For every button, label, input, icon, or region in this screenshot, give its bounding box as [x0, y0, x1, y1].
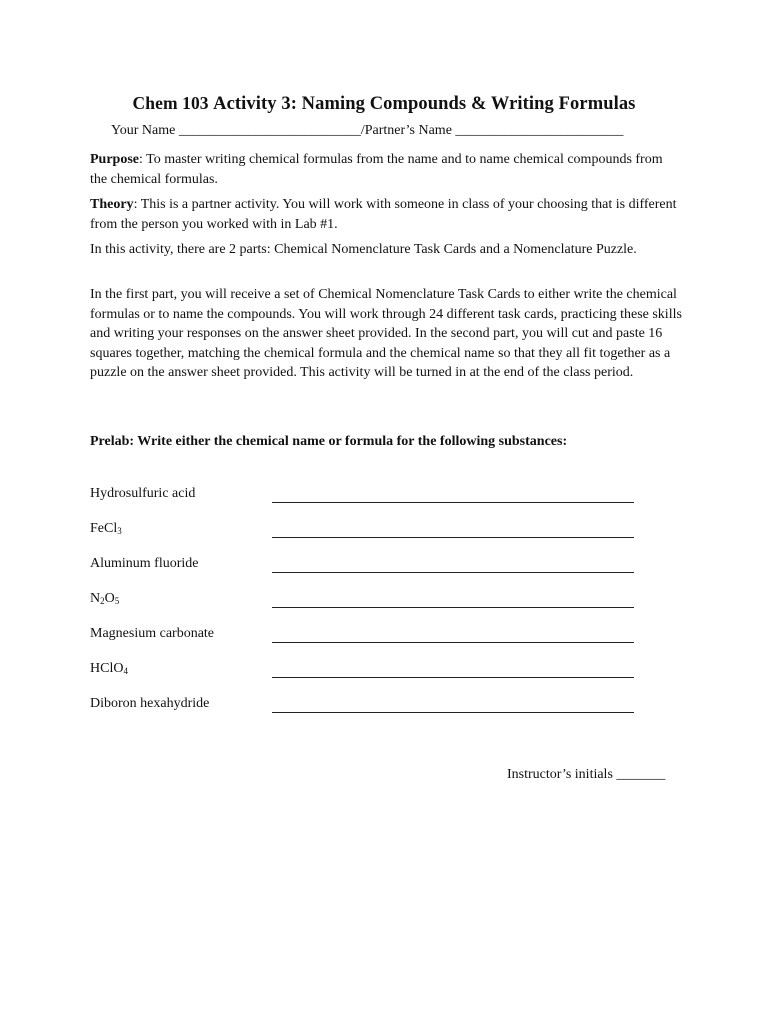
answer-line[interactable]	[272, 502, 634, 503]
prelab-item	[90, 626, 635, 648]
your-name-label: Your Name	[111, 123, 176, 138]
instructor-initials-label: Instructor’s initials	[507, 767, 613, 782]
partner-name-label: /Partner’s Name	[360, 123, 452, 138]
page-title	[0, 93, 768, 115]
prelab-item	[90, 696, 635, 718]
prelab-item-label: Magnesium carbonate	[90, 626, 215, 641]
prelab-item-label: Hydrosulfuric acid	[90, 486, 196, 501]
answer-line[interactable]	[272, 607, 634, 608]
purpose-label: Purpose	[90, 152, 139, 167]
course-code: Chem 103	[132, 93, 209, 113]
prelab-item-label: FeCl$_3$	[90, 521, 122, 536]
instructor-initials-blank[interactable]: _______	[616, 767, 666, 782]
prelab-item	[90, 486, 635, 508]
parts-intro-paragraph: In this activity, there are 2 parts: Chemical Nomenclature Task Cards and a Nomenclature Puzzle.	[90, 242, 637, 257]
prelab-item	[90, 661, 635, 683]
prelab-item-label: Aluminum fluoride	[90, 556, 199, 571]
answer-line[interactable]	[272, 537, 634, 538]
activity-title: Activity 3: Naming Compounds & Writing Formulas	[213, 94, 636, 114]
prelab-heading: Prelab: Write either the chemical name or formula for the following substances:	[90, 434, 568, 449]
answer-line[interactable]	[272, 642, 634, 643]
purpose-text: : To master writing chemical formulas from the name and to name chemical compounds from the chemical formulas.	[90, 152, 663, 187]
theory-paragraph	[90, 195, 682, 234]
prelab-item-label: $N_2O_5$	[90, 591, 120, 606]
prelab-item-label: Diboron hexahydride	[90, 696, 210, 711]
answer-line[interactable]	[272, 677, 634, 678]
theory-text: : This is a partner activity. You will work with someone in class of your choosing that is different from the person you worked with in Lab #1.	[90, 197, 677, 232]
instructor-initials	[507, 767, 665, 783]
names-line	[111, 123, 623, 139]
prelab-item	[90, 591, 635, 613]
theory-label: Theory	[90, 197, 134, 212]
answer-line[interactable]	[272, 572, 634, 573]
first-part-paragraph: In the first part, you will receive a set of Chemical Nomenclature Task Cards to either write the chemical formulas or to name the compounds. You will work through 24 different task cards, practicing these skills and writing your responses on the answer sheet provided. In the second part, you will cut and paste 16 squares together, matching the chemical formula and the chemical name so that they all fit together as a puzzle on the answer sheet provided. This activity will be turned in at the end of the class period.	[90, 287, 682, 380]
answer-line[interactable]	[272, 712, 634, 713]
purpose-paragraph	[90, 150, 682, 189]
your-name-blank[interactable]: __________________________	[178, 123, 361, 138]
partner-name-blank[interactable]: ________________________	[455, 123, 624, 138]
prelab-item	[90, 556, 635, 578]
prelab-item-label: HClO$_4$	[90, 661, 128, 676]
prelab-item	[90, 521, 635, 543]
